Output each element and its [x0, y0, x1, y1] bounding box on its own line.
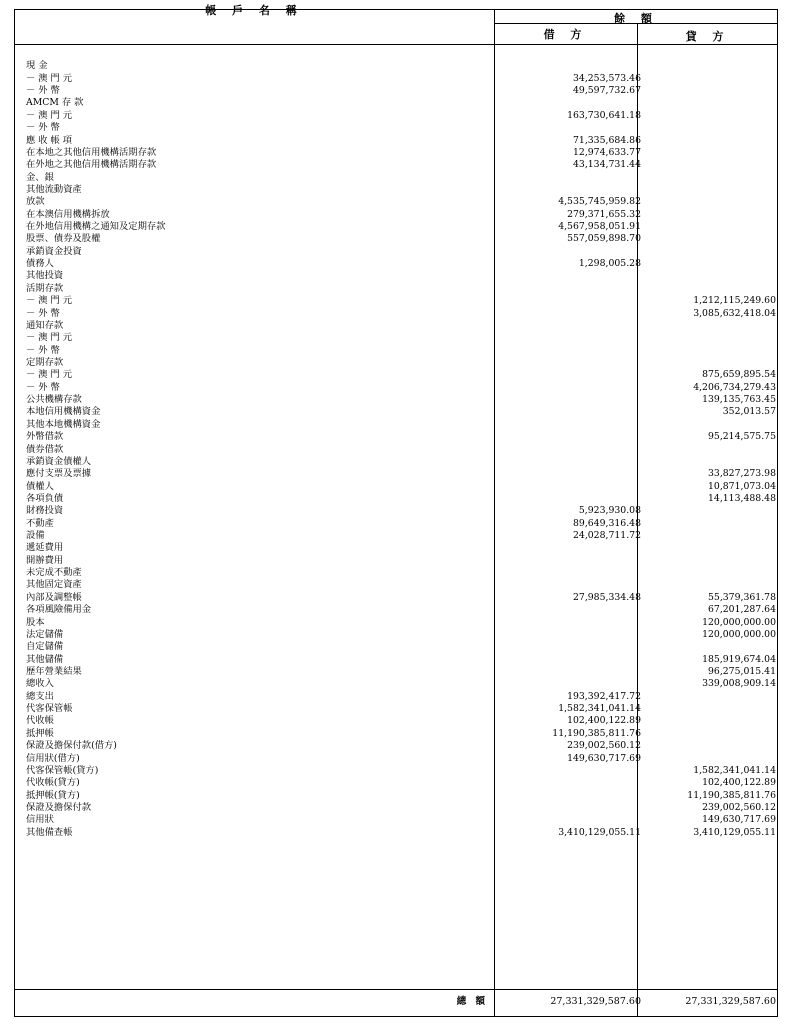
account-name: 遞延費用: [26, 542, 64, 554]
account-name: 其他投資: [26, 270, 64, 282]
debit-value: 71,335,684.86: [572, 134, 641, 146]
table-row: [14, 406, 778, 418]
table-row: [14, 814, 778, 826]
debit-value: 1,582,341,041.14: [558, 703, 641, 715]
table-row: [14, 444, 778, 456]
debit-value: 49,597,732.67: [572, 85, 641, 97]
account-name: － 外 幣: [26, 344, 60, 356]
table-row: [14, 320, 778, 332]
debit-value: 89,649,316.48: [572, 517, 641, 529]
table-row: [14, 456, 778, 468]
account-name: 代收帳(貸方): [26, 777, 80, 789]
account-name: － 外 幣: [26, 381, 60, 393]
account-name: 在本地之其他信用機構活期存款: [26, 146, 157, 158]
table-row: [14, 184, 778, 196]
table-row: [14, 641, 778, 653]
debit-value: 149,630,717.69: [567, 752, 641, 764]
account-name: 抵押帳(貸方): [26, 789, 80, 801]
account-name: 債權人: [26, 480, 54, 492]
table-row: [14, 542, 778, 554]
account-name: 外幣借款: [26, 431, 64, 443]
account-name: － 外 幣: [26, 85, 60, 97]
table-row: [14, 802, 778, 814]
credit-value: 352,013.57: [722, 406, 776, 418]
account-name: 其他儲備: [26, 653, 64, 665]
account-name: 活期存款: [26, 282, 64, 294]
account-name: － 澳 門 元: [26, 332, 73, 344]
account-name: 法定儲備: [26, 628, 64, 640]
account-name: － 澳 門 元: [26, 109, 73, 121]
table-row: [14, 209, 778, 221]
account-name: AMCM 存 款: [26, 97, 84, 109]
header-credit: 貸 方: [685, 30, 730, 43]
table-row: [14, 691, 778, 703]
table-row: [14, 567, 778, 579]
header-balance: 餘 額: [614, 12, 658, 25]
account-name: 各項風險備用金: [26, 604, 92, 616]
table-row: [14, 73, 778, 85]
debit-value: 3,410,129,055.11: [558, 826, 641, 838]
table-row: [14, 431, 778, 443]
table-row: [14, 481, 778, 493]
table-row: [14, 703, 778, 715]
account-name: 在外地之其他信用機構活期存款: [26, 159, 157, 171]
account-name: 公共機構存款: [26, 394, 82, 406]
debit-value: 163,730,641.18: [567, 109, 641, 121]
credit-value: 3,410,129,055.11: [693, 826, 776, 838]
header-bottom-border: [14, 44, 778, 45]
credit-value: 102,400,122.89: [702, 777, 776, 789]
debit-value: 279,371,655.32: [567, 208, 641, 220]
table-row: [14, 258, 778, 270]
table-row: [14, 48, 778, 60]
account-name: 通知存款: [26, 319, 64, 331]
account-name: 在本澳信用機構拆放: [26, 208, 110, 220]
table-row: [14, 592, 778, 604]
account-name: 未完成不動產: [26, 567, 82, 579]
account-name: 股票、債券及股權: [26, 233, 101, 245]
account-name: － 外 幣: [26, 307, 60, 319]
balance-sheet-table: [14, 2, 778, 1022]
account-name: 金、銀: [26, 171, 54, 183]
account-name: 設備: [26, 530, 45, 542]
total-row: [14, 995, 778, 1009]
account-name: 現 金: [26, 60, 48, 72]
credit-value: 149,630,717.69: [702, 814, 776, 826]
table-row: [14, 97, 778, 109]
table-row: [14, 728, 778, 740]
account-name: 總收入: [26, 678, 54, 690]
table-row: [14, 382, 778, 394]
debit-value: 557,059,898.70: [567, 233, 641, 245]
account-name: 其他備查帳: [26, 826, 73, 838]
account-name: 開辦費用: [26, 554, 64, 566]
table-row: [14, 493, 778, 505]
account-name: 總支出: [26, 690, 54, 702]
table-row: [14, 617, 778, 629]
debit-value: 239,002,560.12: [567, 740, 641, 752]
credit-value: 339,008,909.14: [702, 678, 776, 690]
table-row: [14, 394, 778, 406]
table-row: [14, 135, 778, 147]
credit-value: 185,919,674.04: [702, 653, 776, 665]
debit-value: 27,985,334.48: [572, 591, 641, 603]
table-row: [14, 221, 778, 233]
table-row: [14, 740, 778, 752]
credit-value: 96,275,015.41: [707, 666, 776, 677]
table-row: [14, 369, 778, 381]
table-row: [14, 604, 778, 616]
account-name: 財務投資: [26, 505, 64, 517]
table-row: [14, 233, 778, 245]
table-row: [14, 357, 778, 369]
credit-value: 4,206,734,279.43: [693, 381, 776, 393]
debit-value: 24,028,711.72: [572, 530, 641, 542]
table-row: [14, 295, 778, 307]
account-name: 其他本地機構資金: [26, 418, 101, 430]
account-name: 債務人: [26, 258, 54, 270]
credit-value: 33,827,273.98: [707, 468, 776, 480]
account-name: － 外 幣: [26, 122, 60, 134]
table-row: [14, 555, 778, 567]
table-row: [14, 678, 778, 690]
total-top-border: [14, 989, 778, 990]
table-row: [14, 666, 778, 678]
account-name: 其他固定資產: [26, 579, 82, 591]
credit-value: 1,582,341,041.14: [693, 764, 776, 776]
account-name: 承銷資金債權人: [26, 455, 92, 467]
credit-value: 239,002,560.12: [702, 801, 776, 813]
account-name: 抵押帳: [26, 727, 54, 739]
total-credit: 27,331,329,587.60: [685, 996, 776, 1007]
debit-value: 4,567,958,051.91: [558, 221, 641, 233]
credit-value: 95,214,575.75: [707, 431, 776, 443]
table-row: [14, 579, 778, 591]
debit-value: 102,400,122.89: [567, 715, 641, 727]
table-row: [14, 777, 778, 789]
table-row: [14, 790, 778, 802]
table-row: [14, 629, 778, 641]
header-account-name: 帳 戶 名 稱: [205, 4, 303, 17]
table-row: [14, 270, 778, 282]
debit-value: 43,134,731.44: [572, 159, 641, 171]
account-name: 歷年營業結果: [26, 666, 82, 677]
account-name: 其他流動資產: [26, 183, 82, 195]
account-name: 不動產: [26, 517, 54, 529]
account-name: 應付支票及票據: [26, 468, 92, 480]
table-row: [14, 283, 778, 295]
table-row: [14, 765, 778, 777]
account-name: 信用狀: [26, 814, 54, 826]
debit-value: 193,392,417.72: [567, 690, 641, 702]
account-name: － 澳 門 元: [26, 295, 73, 307]
table-row: [14, 419, 778, 431]
table-row: [14, 715, 778, 727]
account-name: 在外地信用機構之通知及定期存款: [26, 221, 166, 233]
table-row: [14, 172, 778, 184]
account-name: 代客保管帳(貸方): [26, 764, 99, 776]
table-row: [14, 85, 778, 97]
table-row: [14, 468, 778, 480]
debit-value: 34,253,573.46: [572, 72, 641, 84]
table-row: [14, 345, 778, 357]
debit-value: 11,190,385,811.76: [552, 727, 641, 739]
table-row: [14, 60, 778, 72]
credit-value: 67,201,287.64: [707, 604, 776, 616]
credit-value: 120,000,000.00: [702, 628, 776, 640]
account-name: 保證及擔保付款(借方): [26, 740, 117, 752]
table-row: [14, 122, 778, 134]
table-row: [14, 159, 778, 171]
table-row: [14, 332, 778, 344]
account-name: － 澳 門 元: [26, 369, 73, 381]
table-row: [14, 518, 778, 530]
account-name: 保證及擔保付款: [26, 801, 92, 813]
table-row: [14, 654, 778, 666]
table-row: [14, 753, 778, 765]
debit-value: 4,535,745,959.82: [558, 196, 641, 208]
account-name: 信用狀(借方): [26, 752, 80, 764]
table-row: [14, 196, 778, 208]
account-name: 代收帳: [26, 715, 54, 727]
account-name: 自定儲備: [26, 641, 64, 653]
table-row: [14, 827, 778, 839]
total-debit: 27,331,329,587.60: [550, 996, 641, 1007]
account-name: 代客保管帳: [26, 703, 73, 715]
credit-value: 120,000,000.00: [702, 616, 776, 628]
account-name: 定期存款: [26, 357, 64, 368]
account-name: 承銷資金投資: [26, 245, 82, 257]
table-row: [14, 505, 778, 517]
credit-value: 55,379,361.78: [707, 591, 776, 603]
debit-value: 5,923,930.08: [578, 505, 641, 517]
table-row: [14, 147, 778, 159]
credit-value: 3,085,632,418.04: [693, 307, 776, 319]
credit-value: 1,212,115,249.60: [693, 295, 776, 307]
table-row: [14, 308, 778, 320]
debit-value: 12,974,633.77: [572, 146, 641, 158]
credit-value: 139,135,763.45: [702, 394, 776, 406]
header-debit: 借 方: [543, 28, 588, 41]
credit-value: 11,190,385,811.76: [687, 789, 776, 801]
account-name: 股本: [26, 616, 45, 628]
account-name: 各項負債: [26, 492, 64, 504]
account-name: 放款: [26, 196, 45, 208]
account-name: 本地信用機構資金: [26, 406, 101, 418]
total-label: 總 額: [456, 996, 488, 1007]
account-name: － 澳 門 元: [26, 72, 73, 84]
debit-value: 1,298,005.28: [578, 258, 641, 270]
account-name: 應 收 帳 項: [26, 134, 73, 146]
credit-value: 875,659,895.54: [702, 369, 776, 381]
account-name: 內部及調整帳: [26, 591, 82, 603]
account-name: 債券借款: [26, 443, 64, 455]
table-row: [14, 110, 778, 122]
table-row: [14, 246, 778, 258]
credit-value: 14,113,488.48: [707, 492, 776, 504]
bottom-border: [14, 1016, 778, 1017]
table-row: [14, 530, 778, 542]
credit-value: 10,871,073.04: [707, 480, 776, 492]
